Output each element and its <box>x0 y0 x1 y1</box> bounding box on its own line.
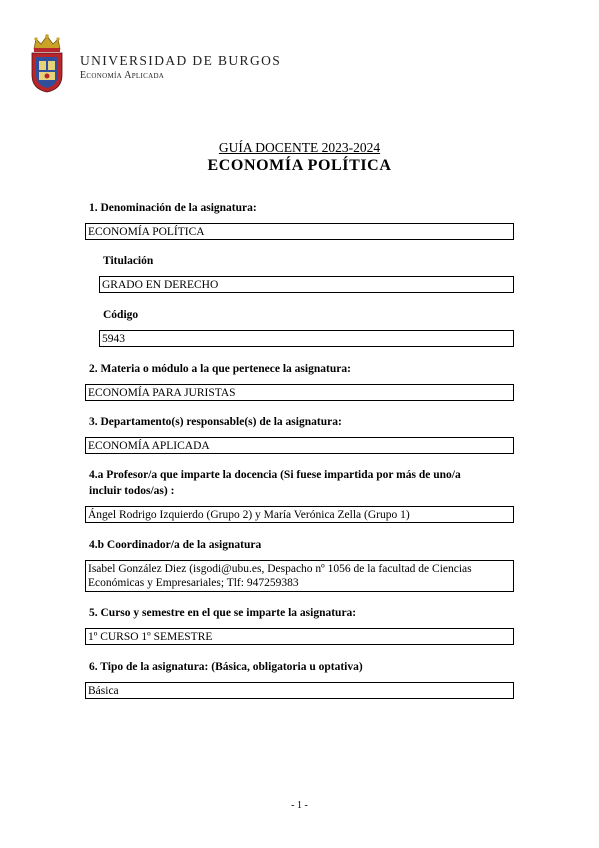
section-4b-value-line1: Isabel González Diez (isgodi@ubu.es, Despacho nº 1056 de la facultad de Ciencias <box>88 563 472 575</box>
guia-docente-title: GUÍA DOCENTE 2023-2024 <box>218 140 381 155</box>
section-6-title: 6. Tipo de la asignatura: (Básica, obligatoria u optativa) <box>89 661 363 673</box>
codigo-title: Código <box>103 309 139 321</box>
section-4a-value: Ángel Rodrigo Izquierdo (Grupo 2) y María Verónica Zella (Grupo 1) <box>85 506 514 523</box>
university-name: UNIVERSIDAD DE BURGOS <box>80 53 282 68</box>
codigo-value: 5943 <box>99 330 514 347</box>
titulacion-title: Titulación <box>103 255 154 267</box>
subject-title: ECONOMÍA POLÍTICA <box>207 157 392 174</box>
titulacion-value: GRADO EN DERECHO <box>99 276 514 293</box>
section-2-value: ECONOMÍA PARA JURISTAS <box>85 384 514 401</box>
section-3-value: ECONOMÍA APLICADA <box>85 437 514 454</box>
section-4b-title: 4.b Coordinador/a de la asignatura <box>89 539 262 551</box>
section-6-value: Básica <box>85 682 514 699</box>
section-1-title: 1. Denominación de la asignatura: <box>89 202 257 214</box>
page-number: - 1 - <box>291 800 308 811</box>
section-2-title: 2. Materia o módulo a la que pertenece la asignatura: <box>89 363 351 375</box>
section-5-title: 5. Curso y semestre en el que se imparte la asignatura: <box>89 607 357 619</box>
section-5-value: 1º CURSO 1º SEMESTRE <box>85 628 514 645</box>
section-4b-value <box>85 560 514 592</box>
section-1-value: ECONOMÍA POLÍTICA <box>85 223 514 240</box>
university-crest-icon <box>28 33 66 93</box>
section-4b-value-line2: Económicas y Empresariales; Tlf: 947259383 <box>88 577 299 589</box>
section-4a-title-line1: 4.a Profesor/a que imparte la docencia (Si fuese impartida por más de uno/a <box>89 469 461 481</box>
section-3-title: 3. Departamento(s) responsable(s) de la asignatura: <box>89 416 342 428</box>
section-4a-title-line2: incluir todos/as) : <box>89 485 175 497</box>
department-name: Economía Aplicada <box>80 70 165 81</box>
